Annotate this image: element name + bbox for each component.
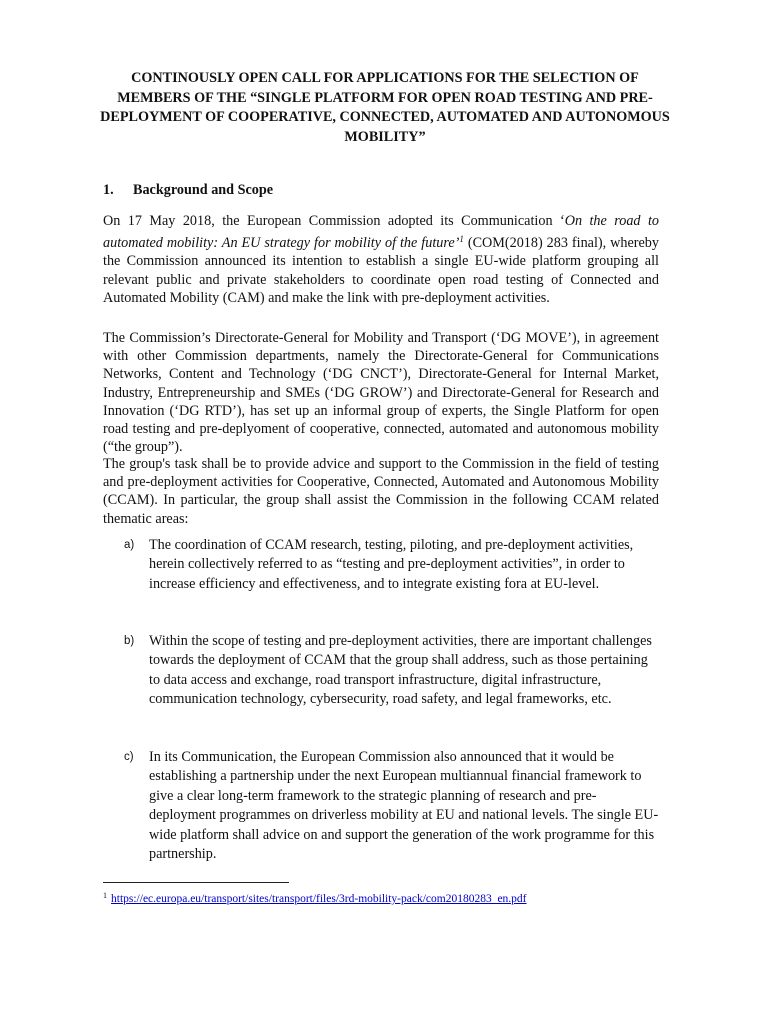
paragraph-group-task: The group's task shall be to provide advice and support to the Commission in the field of testing and pre-deployment activities for Cooperative, Connected, Automated and Autonomous Mobility (CCAM). In particular, the group shall assist the Commission in the following CCAM related thematic areas: bbox=[103, 456, 659, 527]
footnote-reference[interactable]: 1 bbox=[459, 234, 464, 245]
closing-quote: ’ bbox=[454, 235, 460, 252]
footnote-link[interactable]: https://ec.europa.eu/transport/sites/transport/files/3rd-mobility-pack/com20180283_en.pdf bbox=[111, 893, 527, 905]
list-item-text: In its Communication, the European Commission also announced that it would be establishing a partnership under the next European multiannual financial framework to give a clear long-term framework to the strategic planning of research and pre-deployment programmes on driverless mobility at EU and national levels. The single EU-wide platform shall advice on and support the generation of the work programme for this partnership. bbox=[149, 749, 659, 863]
list-marker: b) bbox=[124, 635, 135, 647]
paragraph-text: On 17 May 2018, the European Commission adopted its Communication ‘ bbox=[103, 213, 565, 229]
document-title: CONTINOUSLY OPEN CALL FOR APPLICATIONS FOR THE SELECTION OF MEMBERS OF THE “SINGLE PLATFORM FOR OPEN ROAD TESTING AND PRE-DEPLOYMENT OF COOPERATIVE, CONNECTED, AUTOMATED AND AUTONOMOUS MOBILITY” bbox=[100, 70, 670, 145]
section-heading bbox=[103, 182, 273, 199]
paragraph-directorate: The Commission’s Directorate-General for Mobility and Transport (‘DG MOVE’), in agreement with other Commission departments, namely the Directorate-General for Communications Networks, Content and Technology (‘DG CNCT’), Directorate-General for Internal Market, Industry, Entrepreneurship and SMEs (‘DG GROW’) and Directorate-General for Research and Innovation (‘DG RTD’), has set up an informal group of experts, the Single Platform for open road testing and pre-deplyoment of cooperative, connected, automated and autonomous mobility (“the group”). bbox=[103, 330, 659, 456]
paragraph-background bbox=[103, 212, 659, 307]
list-item-text: Within the scope of testing and pre-deployment activities, there are important challenges towards the deployment of CCAM that the group shall address, such as those pertaining to data access and exchange, road transport infrastructure, digital infrastructure, communication technology, cybersecurity, road safety, and legal frameworks, etc. bbox=[149, 633, 652, 708]
list-item-text: The coordination of CCAM research, testing, piloting, and pre-deployment activities, herein collectively referred to as “testing and pre-deployment activities”, in order to increase efficiency and effectiveness, and to integrate existing fora at EU-level. bbox=[149, 537, 634, 592]
communication-title: On the road to automated mobility: An EU strategy for mobility of the future bbox=[103, 213, 659, 252]
section-title: Background and Scope bbox=[133, 182, 274, 198]
list-marker: a) bbox=[124, 539, 135, 551]
list-item bbox=[124, 536, 659, 594]
list-marker: c) bbox=[124, 751, 134, 763]
list-item bbox=[124, 632, 659, 710]
footnote-divider bbox=[103, 882, 289, 883]
paragraph-text: (COM(2018) 283 final), whereby the Commission announced its intention to establish a single EU-wide platform grouping all relevant public and private stakeholders to coordinate open road testing of Connected and Automated Mobility (CAM) and make the link with pre-deployment activities. bbox=[103, 235, 659, 306]
section-number: 1. bbox=[103, 182, 114, 198]
footnote-number: 1 bbox=[103, 891, 107, 900]
list-item bbox=[124, 748, 659, 864]
footnote bbox=[103, 889, 527, 906]
